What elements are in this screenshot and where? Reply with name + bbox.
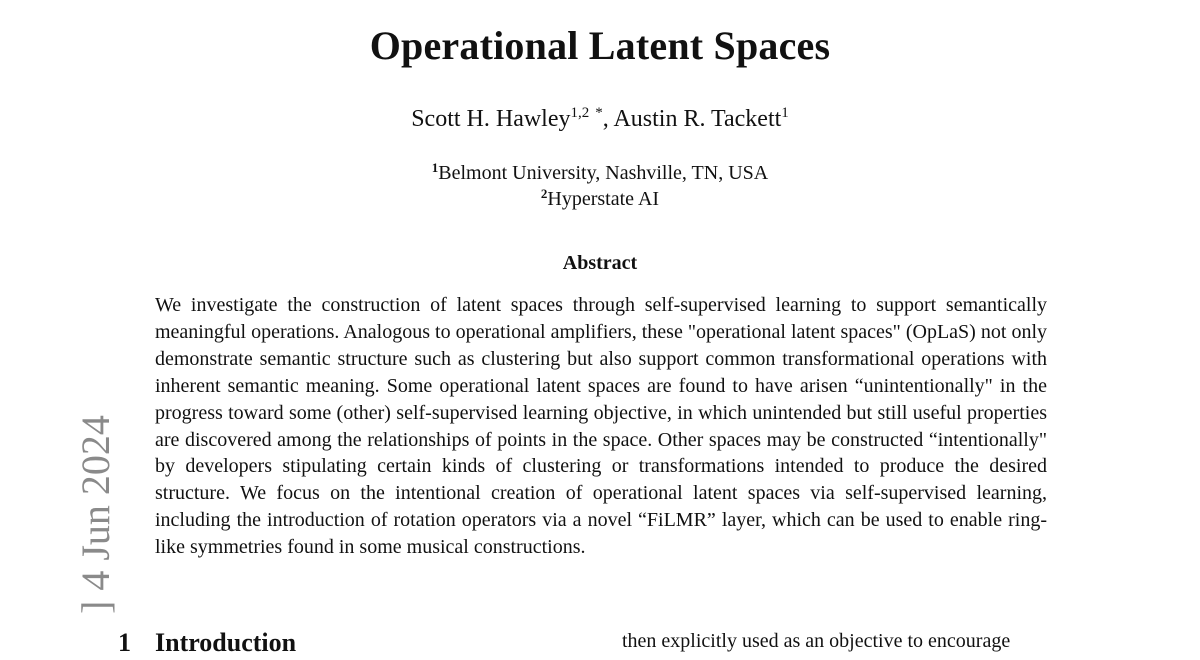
abstract-heading: Abstract xyxy=(562,252,638,274)
section-title: Introduction xyxy=(155,628,297,657)
affiliation-2-name: Hyperstate AI xyxy=(547,188,660,210)
section-number: 1 xyxy=(118,628,131,657)
affiliation-2 xyxy=(0,186,1200,212)
author-separator: , xyxy=(602,106,609,132)
author-2-affiliation-mark: 1 xyxy=(781,105,789,121)
right-column-text-fragment: then explicitly used as an objective to encourage xyxy=(622,630,1011,652)
affiliation-1 xyxy=(0,160,1200,186)
author-line xyxy=(0,102,1200,136)
section-heading-introduction xyxy=(118,626,296,660)
abstract-body: We investigate the construction of latent spaces through self-supervised learning to support semantically meaningful operations. Analogous to operational amplifiers, these "operational latent spaces" (OpLaS) not only demonstrate semantic structure such as clustering but also support common transformational operations with inherent semantic meaning. Some operational latent spaces are found to have arisen “unintentionally" in the progress toward some (other) self-supervised learning objective, in which unintended but still useful properties are discovered among the relationships of points in the space. Other spaces may be constructed “intentionally" by developers stipulating certain kinds of clustering or transformations intended to produce the desired structure. We focus on the intentional creation of operational latent spaces via self-supervised learning, including the introduction of rotation operators via a novel “FiLMR” layer, which can be used to enable ring-like symmetries found in some musical constructions. xyxy=(155,294,1047,559)
affiliation-2-index: 2 xyxy=(540,186,548,201)
affiliation-1-name: Belmont University, Nashville, TN, USA xyxy=(438,162,769,184)
paper-title: Operational Latent Spaces xyxy=(369,23,831,68)
author-2-name: Austin R. Tackett xyxy=(613,106,782,132)
arxiv-stamp-text: ] 4 Jun 2024 xyxy=(73,415,118,614)
affiliation-1-index: 1 xyxy=(431,160,439,175)
arxiv-sidebar-stamp xyxy=(22,415,118,648)
author-1-name: Scott H. Hawley xyxy=(411,106,571,132)
author-1-affiliation-marks: 1,2 xyxy=(570,105,590,121)
corresponding-author-mark: * xyxy=(595,105,603,121)
